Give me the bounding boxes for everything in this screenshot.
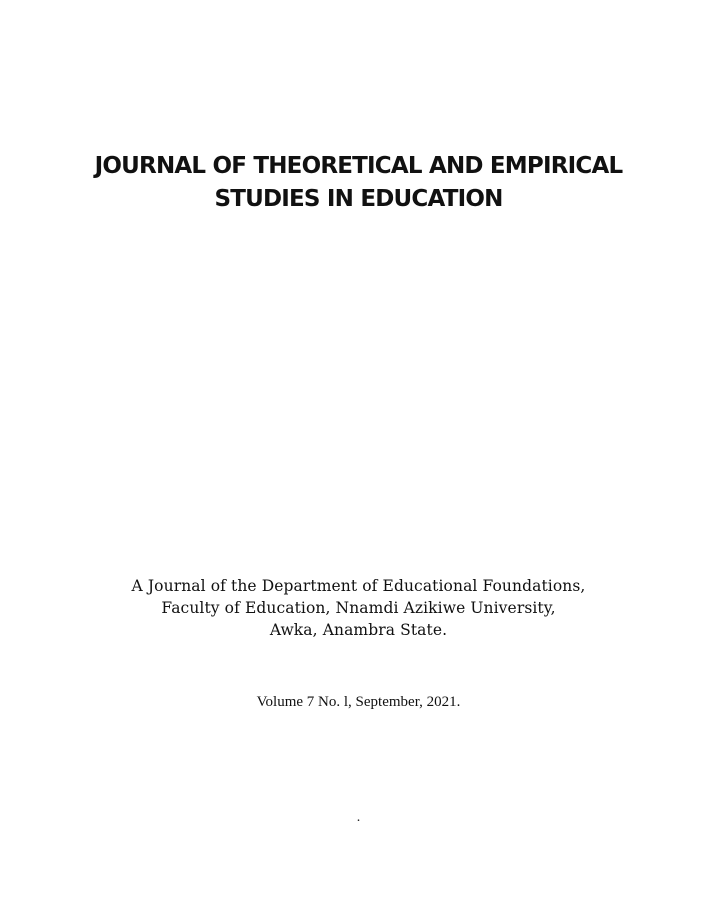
publisher-line-2: Faculty of Education, Nnamdi Azikiwe University, (161, 599, 556, 617)
footer-mark: . (356, 810, 361, 825)
journal-title-line-2: STUDIES IN EDUCATION (214, 186, 503, 212)
volume-info: Volume 7 No. l, September, 2021. (256, 694, 461, 710)
publisher-line-1: A Journal of the Department of Educational Foundations, (131, 577, 586, 595)
publisher-block (0, 575, 717, 641)
journal-title-line-1: JOURNAL OF THEORETICAL AND EMPIRICAL (94, 153, 623, 179)
publisher-line-3: Awka, Anambra State. (269, 621, 448, 639)
journal-title (0, 150, 717, 216)
